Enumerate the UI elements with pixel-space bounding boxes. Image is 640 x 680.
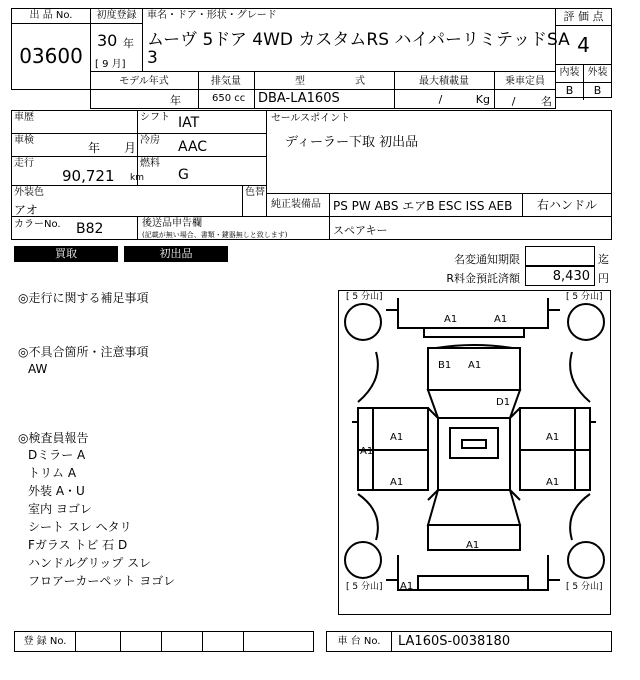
color-no-cell xyxy=(11,216,138,240)
first-listing-tag: 初出品 xyxy=(124,246,228,262)
mark-left-rear-door: A1 xyxy=(390,477,404,488)
type-value: DBA-LA160S xyxy=(258,91,340,106)
driving-notes-title: ◎走行に関する補足事項 xyxy=(18,291,149,305)
max-load-label: 最大積載量 xyxy=(419,76,469,87)
inspector-line: Dミラー A xyxy=(28,448,86,462)
score-box xyxy=(555,8,612,98)
ac-value: AAC xyxy=(178,139,208,155)
ac-label: 冷房 xyxy=(140,135,160,146)
color-no-value: B82 xyxy=(76,221,104,237)
name-change-box xyxy=(525,246,595,266)
recycle-label: R料金預託済額 xyxy=(446,272,520,285)
mark-windshield: D1 xyxy=(496,397,511,408)
tire-front-right-label: [ 5 分山] xyxy=(566,292,603,302)
inspection-cell xyxy=(11,133,138,157)
inspector-line: Fガラス トビ 石 D xyxy=(28,538,128,552)
inspection-month-unit: 月 xyxy=(124,141,137,155)
sales-point-value: ディーラー下取 初出品 xyxy=(285,135,419,150)
mark-hood-b1: B1 xyxy=(438,360,452,371)
equipment-value: PS PW ABS エアB ESC ISS AEB xyxy=(333,199,513,213)
history-label: 車歴 xyxy=(14,112,34,123)
inspector-line: シート スレ ヘタリ xyxy=(28,520,132,534)
mark-left-front-door: A1 xyxy=(390,432,404,443)
name-change-suffix: 迄 xyxy=(598,253,609,266)
tire-front-left-label: [ 5 分山] xyxy=(346,292,383,302)
inspector-line: トリム A xyxy=(28,466,77,480)
model-year-unit: 年 xyxy=(170,94,181,107)
handle-value: 右ハンドル xyxy=(536,198,597,212)
first-registration-label: 初度登録 xyxy=(91,9,142,24)
chassis-value: LA160S-0038180 xyxy=(398,634,511,649)
mileage-unit: km xyxy=(130,173,144,183)
color-no-label: カラーNo. xyxy=(14,219,61,230)
history-cell xyxy=(11,110,138,134)
tire-front-left-icon xyxy=(345,304,381,340)
car-name-line1: ムーヴ 5ドア 4WD カスタムRS ハイパーリミテッドSA xyxy=(147,30,570,50)
interior-score: B xyxy=(556,83,584,100)
tire-rear-left-icon xyxy=(345,542,381,578)
color-change-label: 色替 xyxy=(245,187,265,198)
displacement-label: 排気量 xyxy=(211,76,241,87)
capacity-value: / 名 xyxy=(511,95,552,108)
equipment-value-cell xyxy=(329,193,523,217)
exterior-score: B xyxy=(593,84,602,97)
mark-front-bumper-left: A1 xyxy=(444,314,458,325)
inspector-title: ◎検査員報告 xyxy=(18,431,89,445)
shift-cell xyxy=(137,110,267,134)
shift-label: シフト xyxy=(140,112,170,123)
aftermarket-value: スペアキー xyxy=(333,224,388,237)
mileage-label: 走行 xyxy=(14,158,34,169)
aftermarket-label: 後送品申告欄 xyxy=(142,218,202,229)
exterior-color-cell xyxy=(11,185,243,217)
name-change-label: 名変通知期限 xyxy=(454,253,520,266)
type-label-2: 式 xyxy=(355,76,365,87)
mark-right-rear-door: A1 xyxy=(546,477,560,488)
equipment-label: 純正装備品 xyxy=(271,199,321,210)
inspection-year-unit: 年 xyxy=(88,141,101,155)
mark-hood-a1: A1 xyxy=(468,360,482,371)
registration-row xyxy=(14,631,314,652)
inspector-line: 室内 ヨゴレ xyxy=(28,502,92,516)
mark-front-bumper-right: A1 xyxy=(494,314,508,325)
inspector-line: ハンドルグリップ スレ xyxy=(28,556,152,570)
mileage-value: 90,721 xyxy=(62,167,115,185)
capacity-label: 乗車定員 xyxy=(505,76,545,87)
car-diagram xyxy=(338,290,611,615)
mark-right-front-door: A1 xyxy=(546,432,560,443)
inspector-line: 外装 A・U xyxy=(28,484,85,498)
color-change-cell xyxy=(242,185,267,217)
tire-front-right-icon xyxy=(568,304,604,340)
chassis-label: 車 台 No. xyxy=(327,632,392,651)
tire-rear-right-icon xyxy=(568,542,604,578)
chassis-row xyxy=(326,631,612,652)
sales-point-label: セールスポイント xyxy=(271,113,351,124)
inspector-line: フロアーカーペット ヨゴレ xyxy=(28,574,176,588)
tire-rear-left-label: [ 5 分山] xyxy=(346,582,383,592)
equipment-label-cell xyxy=(266,193,330,217)
exterior-color-value: アオ xyxy=(14,203,38,217)
lot-number-label: 出 品 No. xyxy=(12,9,90,24)
inspector-lines xyxy=(28,446,175,590)
car-name-line2: 3 xyxy=(147,48,158,68)
shift-value: IAT xyxy=(178,115,200,131)
defects-title: ◎不具合箇所・注意事項 xyxy=(18,345,149,359)
registration-label: 登 録 No. xyxy=(15,632,76,651)
first-registration-month: [ 9 月] xyxy=(95,59,126,70)
ac-cell xyxy=(137,133,267,157)
aftermarket-cell xyxy=(137,216,330,240)
exterior-color-label: 外装色 xyxy=(14,187,44,198)
mark-left-fender: A1 xyxy=(360,446,374,457)
recycle-box xyxy=(525,266,595,286)
fuel-label: 燃料 xyxy=(140,158,160,169)
mark-rear-bumper: A1 xyxy=(400,581,414,592)
first-registration-box xyxy=(90,8,143,72)
aftermarket-value-cell xyxy=(329,216,612,240)
score-value: 4 xyxy=(577,33,590,57)
displacement-value: 650 cc xyxy=(212,93,246,104)
recycle-unit: 円 xyxy=(598,272,609,285)
interior-label: 内装 xyxy=(556,65,584,82)
lot-number-box xyxy=(11,8,91,90)
model-year-label: モデル年式 xyxy=(119,76,169,87)
score-label: 評 価 点 xyxy=(556,9,611,26)
aftermarket-note: (記載が無い場合、書類・鍵器無しと致します) xyxy=(142,231,288,239)
tire-rear-right-label: [ 5 分山] xyxy=(566,582,603,592)
sales-point-cell xyxy=(266,110,612,194)
buy-tag: 買取 xyxy=(14,246,118,262)
fuel-cell xyxy=(137,156,267,186)
exterior-label: 外装 xyxy=(587,67,608,78)
inspection-label: 車検 xyxy=(14,135,34,146)
recycle-value: 8,430 xyxy=(552,269,590,284)
defects-value: AW xyxy=(28,362,48,376)
handle-cell xyxy=(522,193,612,217)
fuel-value: G xyxy=(178,167,189,183)
first-registration-year: 30 xyxy=(97,31,118,50)
mark-roof-rear: A1 xyxy=(466,540,480,551)
type-label: 型 xyxy=(295,76,305,87)
front-bumper-outline xyxy=(398,298,548,328)
max-load-value: / Kg xyxy=(438,93,490,106)
lot-number-value: 03600 xyxy=(19,44,83,68)
year-unit: 年 xyxy=(123,37,134,50)
mileage-cell xyxy=(11,156,144,186)
car-name-label: 車名・ドア・形状・グレード xyxy=(147,10,277,21)
car-name-box xyxy=(142,8,570,72)
